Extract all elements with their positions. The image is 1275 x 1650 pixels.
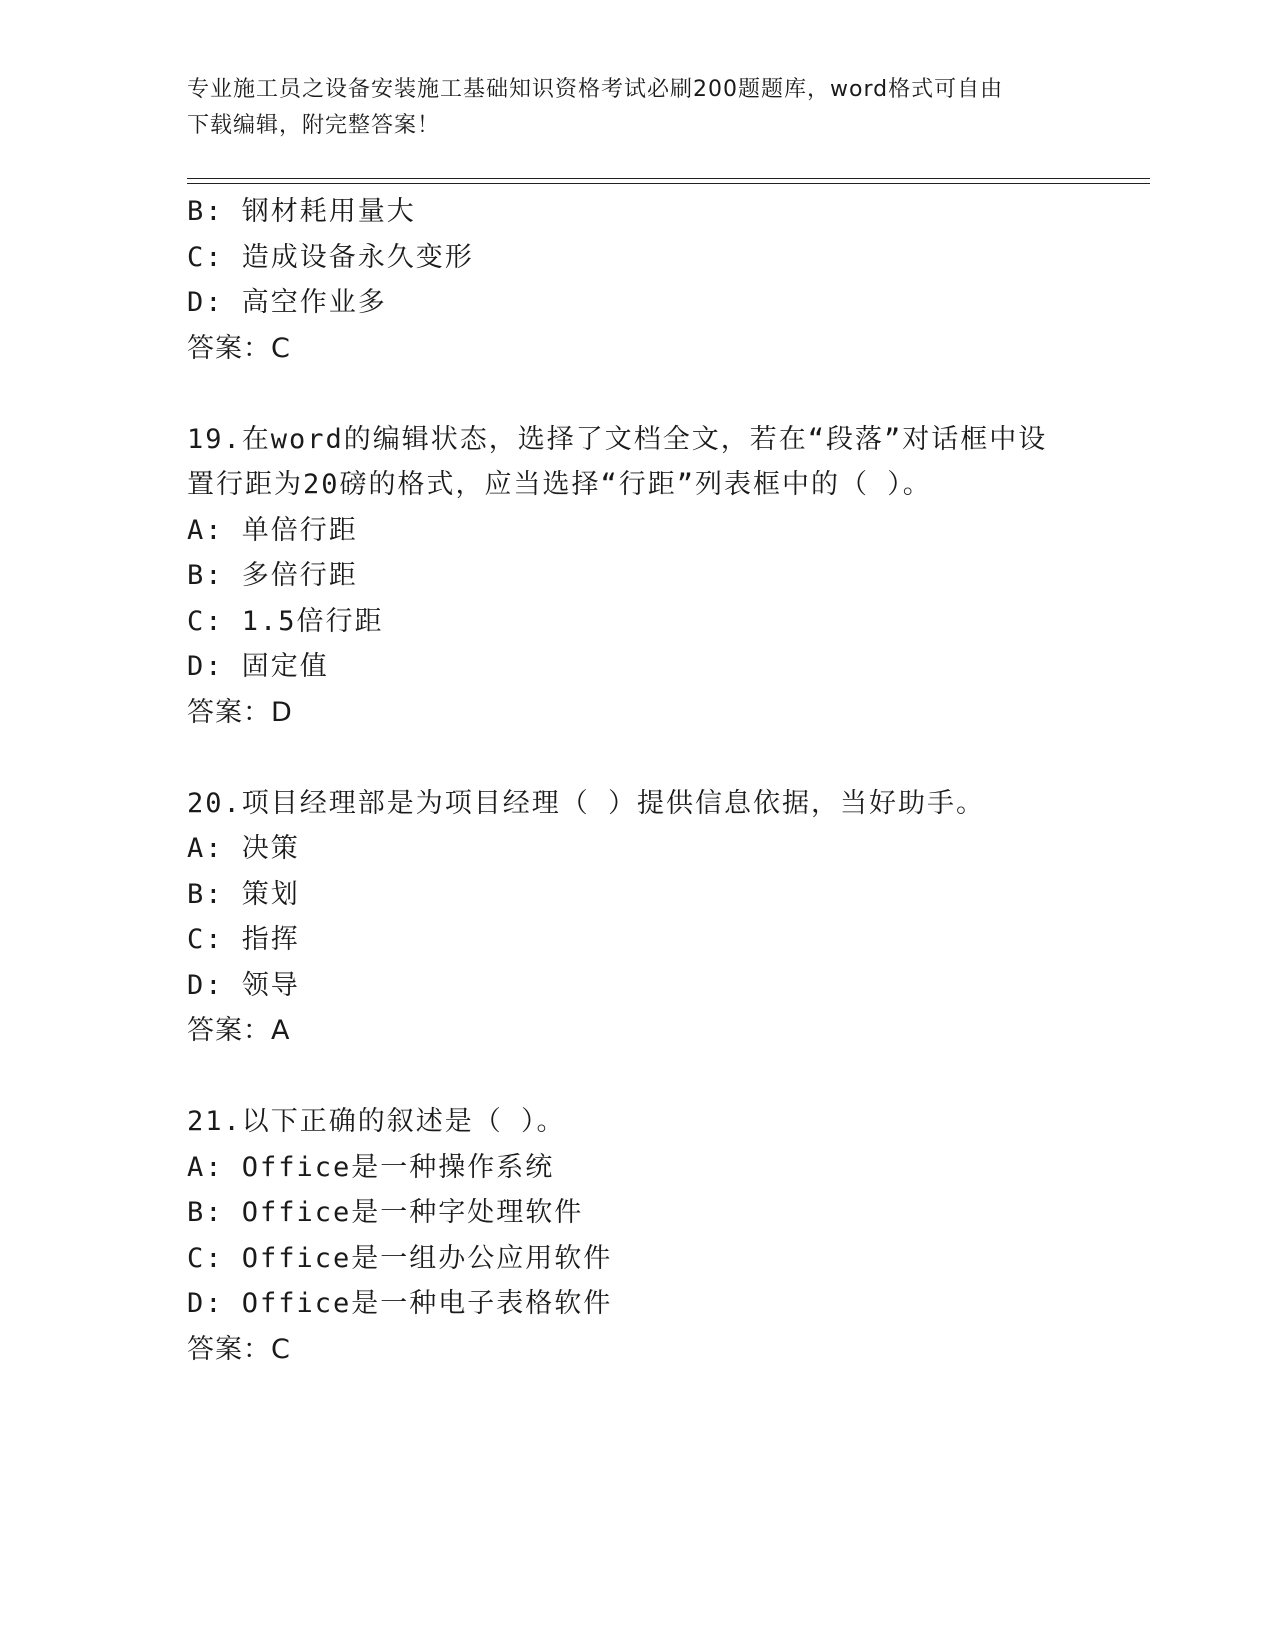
- header-line-2: 下载编辑，附完整答案！: [187, 113, 441, 138]
- q20-answer: 答案：A: [187, 1015, 291, 1046]
- q20-stem-line-1: 20.项目经理部是为项目经理（ ）提供信息依据，当好助手。: [187, 787, 986, 819]
- q21-stem-line-1: 21.以下正确的叙述是（ ）。: [187, 1106, 566, 1137]
- q18-answer: 答案：C: [187, 332, 291, 364]
- q21-option-d: D: Office是一种电子表格软件: [187, 1288, 613, 1319]
- q18-option-b: B: 钢材耗用量大: [187, 196, 416, 227]
- question-list: [187, 189, 1087, 1372]
- document-header: [187, 72, 1067, 144]
- q19-option-d: D: 固定值: [187, 651, 329, 682]
- q19-stem-line-2: 置行距为20磅的格式，应当选择“行距”列表框中的（ ）。: [187, 469, 932, 500]
- question-20: [187, 781, 1087, 1054]
- q19-option-c: C: 1.5倍行距: [187, 605, 384, 637]
- q19-answer: 答案：D: [187, 696, 293, 728]
- header-rule-bottom: [187, 183, 1150, 184]
- q18-option-c: C: 造成设备永久变形: [187, 241, 474, 273]
- q19-option-b: B: 多倍行距: [187, 560, 358, 591]
- question-19: [187, 417, 1087, 736]
- header-line-1: 专业施工员之设备安装施工基础知识资格考试必刷200题题库，word格式可自由: [187, 77, 1004, 102]
- spacer: [187, 1054, 1087, 1100]
- q19-option-a: A: 单倍行距: [187, 514, 358, 546]
- q20-option-b: B: 策划: [187, 878, 300, 910]
- q21-option-a: A: Office是一种操作系统: [187, 1151, 555, 1183]
- spacer: [187, 371, 1087, 417]
- question-18-tail: [187, 189, 1087, 371]
- spacer: [187, 735, 1087, 781]
- q19-stem-line-1: 19.在word的编辑状态，选择了文档全文，若在“段落”对话框中设: [187, 423, 1048, 455]
- q21-answer: 答案：C: [187, 1333, 291, 1365]
- q21-option-c: C: Office是一组办公应用软件: [187, 1242, 613, 1274]
- q18-option-d: D: 高空作业多: [187, 287, 387, 318]
- q20-option-c: C: 指挥: [187, 924, 300, 955]
- question-21: [187, 1099, 1087, 1372]
- q20-option-a: A: 决策: [187, 833, 300, 864]
- q21-option-b: B: Office是一种字处理软件: [187, 1197, 584, 1228]
- q20-option-d: D: 领导: [187, 969, 300, 1001]
- header-rule-top: [187, 178, 1150, 179]
